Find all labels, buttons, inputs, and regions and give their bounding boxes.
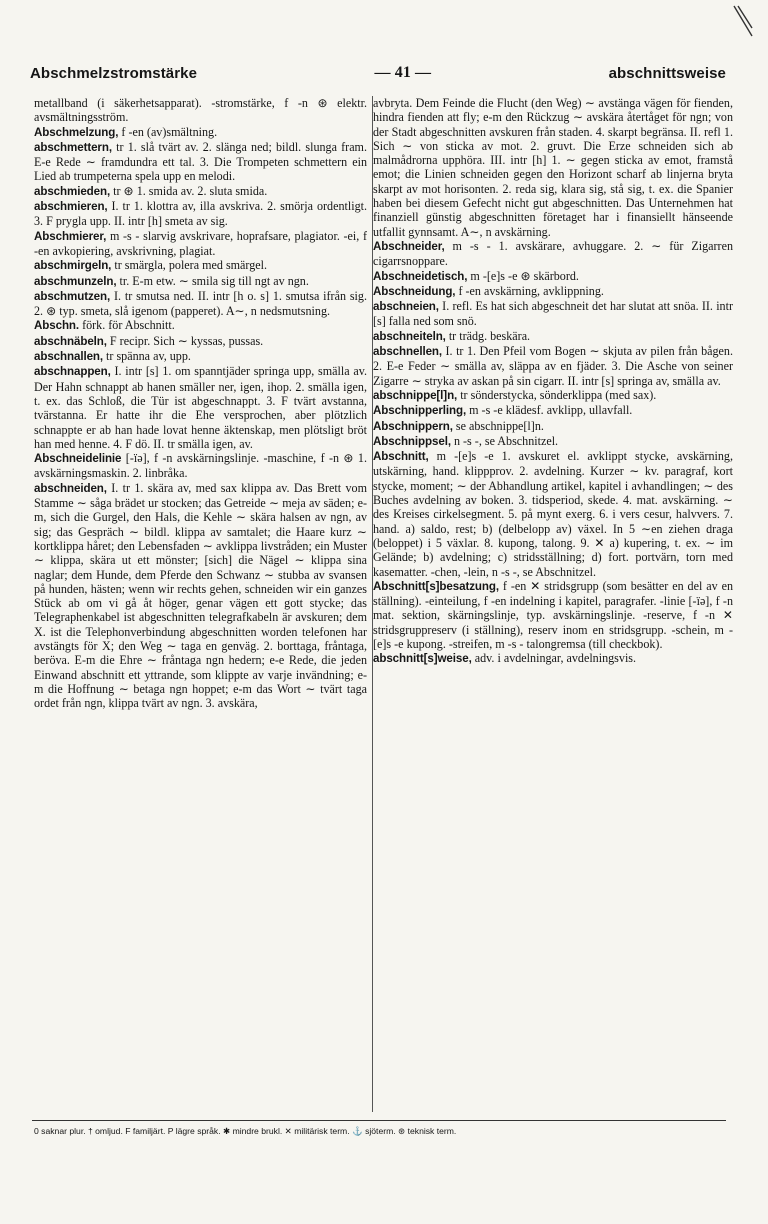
dictionary-entry bbox=[34, 289, 367, 319]
entry-text: I. tr 1. klottra av, illa avskriva. 2. smörja ordentligt. 3. F prygla upp. II. intr [h] smeta av sig. bbox=[34, 199, 367, 229]
page-number: — 41 — bbox=[374, 64, 432, 81]
right-column bbox=[372, 96, 733, 1112]
dictionary-entry bbox=[373, 579, 733, 651]
dictionary-entry bbox=[373, 388, 733, 403]
entry-text: tr 1. slå tvärt av. 2. slänga ned; bildl. slunga fram. E-e Rede ∼ framdundra ett tal. 3. Die Trompeten schmettern ein Lied ab trumpeterna spela upp en melodi. bbox=[34, 139, 367, 184]
entry-text: tr sönderstycka, sönderklippa (med sax). bbox=[457, 387, 657, 402]
dictionary-entry bbox=[34, 125, 367, 140]
entry-text: [-ïə], f -n avskärningslinje. -maschine, f -n ⊛ 1. avskärningsmaskin. 2. linbråka. bbox=[34, 451, 367, 481]
dictionary-entry bbox=[34, 334, 367, 349]
abbreviation-key: 0 saknar plur. † omljud. F familjärt. P lägre språk. ✱ mindre brukl. ✕ militärisk term. ⚓ sjöterm. ⊛ teknisk term. bbox=[34, 1126, 457, 1136]
headword: abschmirgeln, bbox=[34, 259, 112, 273]
headword: abschmunzeln, bbox=[34, 274, 117, 288]
guide-word-left: Abschmelzstromstärke bbox=[30, 64, 198, 82]
dictionary-entry bbox=[34, 451, 367, 481]
dictionary-entry bbox=[373, 284, 733, 299]
headword: abschnippe[l]n, bbox=[373, 388, 458, 402]
entry-text: avbryta. Dem Feinde die Flucht (den Weg) ∼ avstänga vägen för fienden, hindra fienden att fly; e-m den Rückzug ∼ avskära återtåget för ngn; von der Stadt abgeschnitten avskuren från staden. 4. skarpt begränsa. II. refl 1. Sich ∼ von sticka av mot. 2. gruvt. Die Erze schneiden sich ab malmådrorna upphöra. III. intr [h] 1. ∼ gegen sticka av emot, framstå emot; die Linien schneiden gegen den Horizont scharf ab linjerna bryta skarpt av mot horisonten. 2. reda sig, klara sig, stå sig, t. ex. die Spanier haben bei diesem Gefecht nicht gut abgeschnitten. Das Unternehmen hat finanziell günstig abgeschnitten företaget har i finansiellt hänseende utfallit gynnsamt. A∼, n avskärning. bbox=[373, 96, 733, 239]
entry-text: tr trädg. beskära. bbox=[445, 328, 531, 343]
entry-text: tr smärgla, polera med smärgel. bbox=[111, 258, 268, 273]
headword: abschnallen, bbox=[34, 350, 104, 364]
headword: Abschnitt, bbox=[373, 450, 429, 464]
entry-text: f -en (av)smältning. bbox=[118, 124, 218, 139]
headword: Abschmelzung, bbox=[34, 125, 119, 139]
dictionary-entry bbox=[34, 184, 367, 199]
entry-text: m -s - 1. avskärare, avhuggare. 2. ∼ für Zigarren cigarrsnoppare. bbox=[373, 238, 733, 269]
dictionary-entry bbox=[373, 651, 733, 666]
headword: abschmettern, bbox=[34, 140, 112, 154]
entry-text: adv. i avdelningar, avdelningsvis. bbox=[471, 651, 637, 666]
headword: abschnellen, bbox=[373, 345, 443, 359]
dictionary-entry bbox=[34, 318, 367, 333]
entry-text: metallband (i säkerhetsapparat). -stromstärke, f -n ⊛ elektr. avsmältningsström. bbox=[34, 96, 367, 125]
entry-text: m -s -e klädesf. avklipp, ullavfall. bbox=[466, 403, 633, 418]
headword: abschmieren, bbox=[34, 200, 108, 214]
headword: abschnitt[s]weise, bbox=[373, 652, 472, 666]
headword: abschmieden, bbox=[34, 184, 111, 198]
running-head bbox=[30, 60, 726, 86]
dictionary-entry bbox=[34, 364, 367, 451]
headword: Abschnitt[s]besatzung, bbox=[373, 579, 499, 593]
entry-text: I. tr smutsa ned. II. intr [h o. s] 1. smutsa ifrån sig. 2. ⊛ typ. smeta, slå igenom (papperet). A∼, n nedsmutsning. bbox=[34, 288, 367, 319]
headword: Abschneider, bbox=[373, 239, 445, 253]
footer-rule bbox=[32, 1120, 726, 1121]
dictionary-entry bbox=[34, 274, 367, 289]
dictionary-entry bbox=[34, 258, 367, 273]
headword: abschnäbeln, bbox=[34, 334, 107, 348]
headword: Abschneidetisch, bbox=[373, 269, 468, 283]
dictionary-entry bbox=[373, 299, 733, 329]
dictionary-entry bbox=[373, 269, 733, 284]
headword: Abschnippsel, bbox=[373, 434, 451, 448]
entry-text: I. tr 1. skära av, med sax klippa av. Das Brett vom Stamme ∼ såga brädet ur stocken; das Getreide ∼ meja av säden; e-m, sich die Gurgel, den Hals, die Kehle ∼ skära halsen av ngn, av sig; das Gespräch ∼ bildl. klippa av samtalet; die Haare kurz ∼ kortklippa håret; den Lebensfaden ∼ avklippa livstråden; ein Muster ∼ klippa, skära ut ett mönster; [sich] die Nägel ∼ klippa sina naglar; dem Hunde, dem Pferde den Schwanz ∼ stubba av svansen på hunden, hästen; wenn wir rechts gehen, schneiden wir ein ganzes Stück ab om vi gå åt höger, genar vägen ett gott stycke; das Telegraphenkabel ist abgeschnitten telegrafkabeln är avskuren; dem X. ist die Telephonverbindung abgeschnitten worden telefonen har avstängts för X; den Weg ∼ taga en genväg. 2. borttaga, fråntaga, beröva. E-m die Ehre ∼ fråntaga ngn hedern; e-e Rede, die jeden Einwand abschnitt ett yttrande, som klippte av varje invändning; e-m die Hoffnung ∼ betaga ngn hoppet; e-m das Wort ∼ tvärt taga ordet från ngn, klippa tvärt av ngn. 3. avskära, bbox=[34, 480, 367, 711]
headword: Abschmierer, bbox=[34, 229, 107, 243]
headword: abschneiteln, bbox=[373, 329, 446, 343]
headword: Abschneidung, bbox=[373, 284, 456, 298]
dictionary-entry bbox=[34, 349, 367, 364]
dictionary-entry bbox=[34, 481, 367, 711]
dictionary-entry bbox=[34, 229, 367, 259]
dictionary-entry bbox=[373, 96, 733, 239]
entry-text: förk. för Abschnitt. bbox=[79, 318, 175, 333]
headword: abschmutzen, bbox=[34, 289, 111, 303]
corner-fold-mark bbox=[732, 4, 754, 38]
entry-text: f -en ✕ stridsgrupp (som besätter en del av en ställning). -einteilung, f -en indelning i kapitel, paragrafer. -linie [-ïə], f -n mat. sektion, skärningslinje, typ. avskärningslinje. -reserve, f -n ✕ stridsgruppreserv (i ställning), reserv inom en stridsgrupp. -schein, m -[e]s -e kupong. -streifen, m -s - talongremsa (till checkbok). bbox=[373, 578, 733, 651]
headword: Abschnipperling, bbox=[373, 404, 467, 418]
headword: Abschnippern, bbox=[373, 419, 453, 433]
dictionary-entry bbox=[373, 434, 733, 449]
headword: abschnappen, bbox=[34, 365, 111, 379]
entry-text: se abschnippe[l]n. bbox=[452, 418, 544, 433]
entry-text: f -en avskärning, avklippning. bbox=[455, 283, 604, 298]
entry-text: I. intr [s] 1. om spanntjäder springa upp, smälla av. Der Hahn schnappt ab hanen smäller ner, igen, ihop. 2. smälla igen, t. ex. das Schloß, die Tür ist abgeschnappt. 3. F tvärt avstanna, tvärstanna. Er hatte ihr die Ehe versprochen, aber plötzlich schnappte er ab han hade lovat henne äktenskap, men plötsligt bröt han med henne. 4. F dö. II. tr smälla igen, av. bbox=[34, 364, 367, 451]
entry-text: tr spänna av, upp. bbox=[103, 349, 191, 364]
dictionary-entry bbox=[373, 449, 733, 579]
headword: Abschneidelinie bbox=[34, 452, 122, 466]
entry-text: m -s - slarvig avskrivare, hoprafsare, plagiator. -ei, f -en avkopiering, avskrivning, plagiat. bbox=[34, 228, 367, 258]
dictionary-entry bbox=[373, 239, 733, 269]
dictionary-entry bbox=[34, 199, 367, 229]
dictionary-entry bbox=[373, 344, 733, 388]
entry-text: tr ⊛ 1. smida av. 2. sluta smida. bbox=[110, 183, 268, 198]
headword: abschneien, bbox=[373, 300, 439, 314]
headword: abschneiden, bbox=[34, 481, 107, 495]
dictionary-entry bbox=[34, 140, 367, 184]
guide-word-right: abschnittsweise bbox=[608, 64, 726, 82]
entry-text: I. refl. Es hat sich abgeschneit det har slutat att snöa. II. intr [s] falla ned som snö. bbox=[373, 299, 733, 329]
entry-text: n -s -, se Abschnitzel. bbox=[450, 433, 559, 448]
entry-text: tr. E-m etw. ∼ smila sig till ngt av ngn. bbox=[116, 273, 309, 288]
headword: Abschn. bbox=[34, 319, 80, 333]
dictionary-entry bbox=[373, 329, 733, 344]
dictionary-entry bbox=[34, 96, 367, 125]
entry-text: m -[e]s -e ⊛ skärbord. bbox=[467, 268, 579, 283]
dictionary-entry bbox=[373, 419, 733, 434]
entry-text: m -[e]s -e 1. avskuret el. avklippt stycke, avskärning, utskärning, hand. klippprov. 2. avdelning. Kurzer ∼ kv. paragraf, kort stycke, moment; ∼ der Abhandlung artikel, kapitel i avhandlingen; ∼ des Buches avdelning av boken. 3. tidsperiod, skede. 4. mat. avskärning. ∼ des Kreises cirkelsegment. 5. på mynt exerg. 6. i vers cesur, halvvers. 7. hand. a) saldo, rest; b) (delbelopp av) växel. In 5 ∼en ziehen draga (beloppet) i 5 växlar. 8. kupong, talong. 9. ✕ a) kupering, t. ex. ∼ im Gelände; b) avdelning; c) stridsställning; d) fort. portvärn, torn med kasematter. -chen, -lein, n -s -, se Abschnitzel. bbox=[373, 449, 733, 579]
left-column bbox=[34, 96, 367, 1112]
entry-text: I. tr 1. Den Pfeil vom Bogen ∼ skjuta av pilen från bågen. 2. E-e Feder ∼ smälla av, släppa av en fjäder. 3. Die Asche von seiner Zigarre ∼ stryka av askan på sin cigarr. II. intr [s] springa av, smälla av. bbox=[373, 344, 733, 388]
entry-text: F recipr. Sich ∼ kyssas, pussas. bbox=[106, 333, 264, 348]
dictionary-entry bbox=[373, 403, 733, 418]
